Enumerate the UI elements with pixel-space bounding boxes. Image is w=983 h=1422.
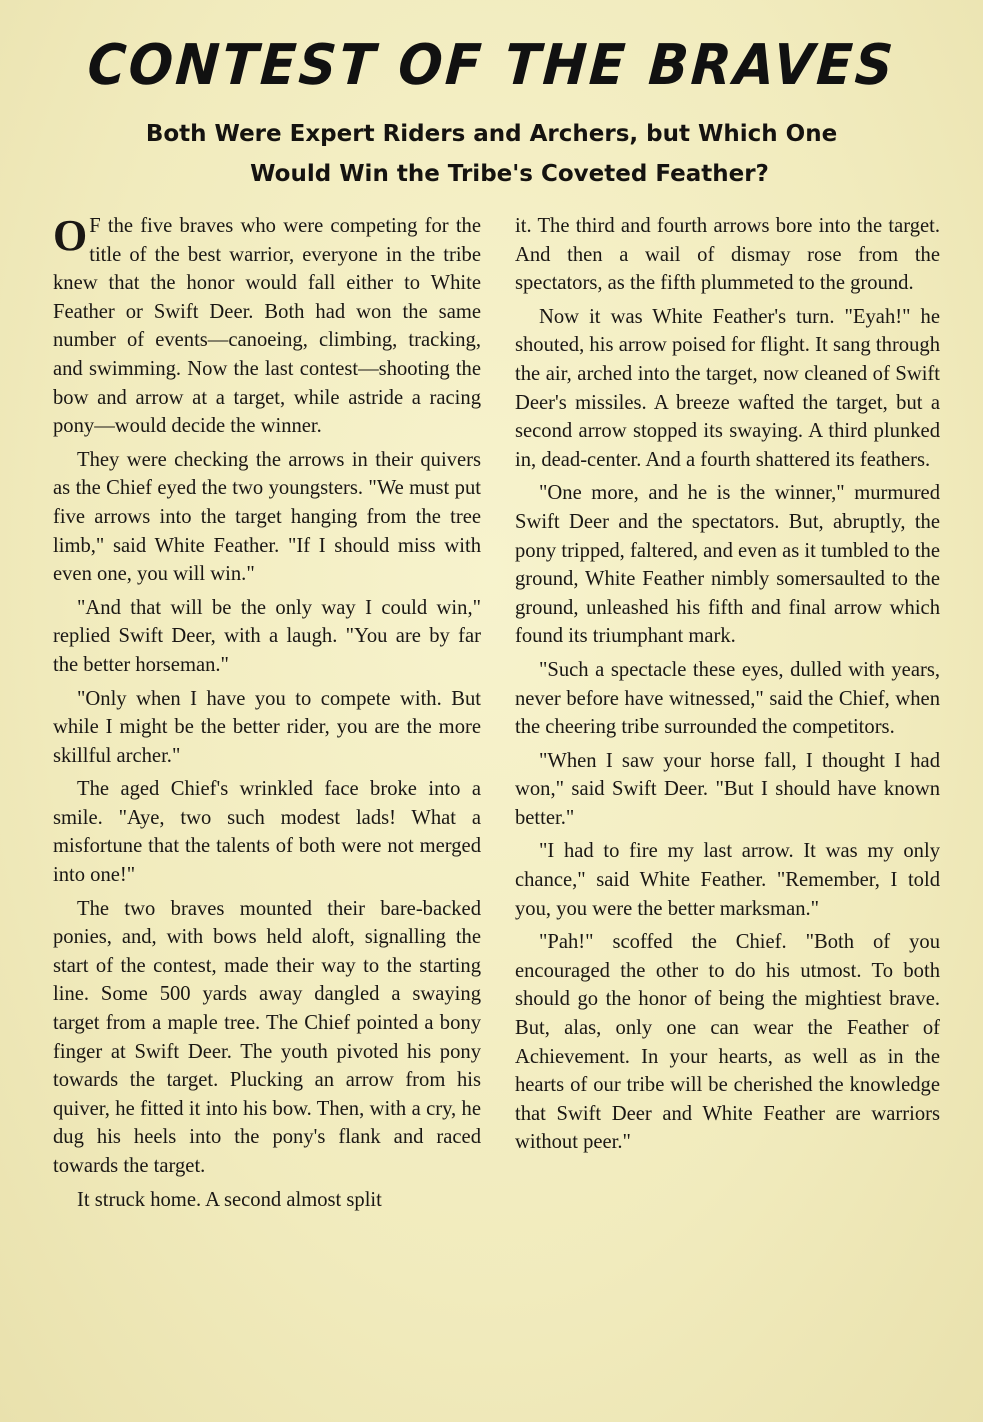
story-paragraph: "I had to fire my last arrow. It was my only chance," said White Feather. "Remember, I told you, you were the better marksman.": [515, 840, 940, 920]
story-paragraph: The two braves mounted their bare-backed ponies, and, with bows held aloft, signalling the start of the contest, made their way to the starting line. Some 500 yards away dangled a swaying target from a maple tree. The Chief pointed a bony finger at Swift Deer. The youth pivoted his pony towards the target. Plucking an arrow from his quiver, he fitted it into his bow. Then, with a cry, he dug his heels into the pony's flank and raced towards the target.: [53, 897, 481, 1177]
subtitle-line-1: Both Were Expert Riders and Archers, but Which One: [145, 121, 838, 147]
story-paragraph: "Pah!" scoffed the Chief. "Both of you encouraged the other to do his utmost. To both should go the honor of being the mightiest brave. But, alas, only one can wear the Feather of Achievement. In your hearts, as well as in the hearts of our tribe will be cherished the knowledge that Swift Deer and White Feather are warriors without peer.": [515, 931, 940, 1154]
story-paragraph: it. The third and fourth arrows bore into the target. And then a wail of dismay rose from the spectators, as the fifth plummeted to the ground.: [515, 215, 940, 295]
story-paragraph: Now it was White Feather's turn. "Eyah!" he shouted, his arrow poised for flight. It sang through the air, arched into the target, now cleaned of Swift Deer's missiles. A breeze wafted the target, but a second arrow stopped its swaying. A third plunked in, dead-center. And a fourth shattered its feathers.: [515, 305, 940, 471]
story-column-right: [515, 212, 940, 1162]
story-paragraph: "And that will be the only way I could win," replied Swift Deer, with a laugh. "You are by far the better horseman.": [53, 596, 481, 676]
story-column-left: [53, 212, 481, 1219]
story-paragraph: They were checking the arrows in their quivers as the Chief eyed the two youngsters. "We must put five arrows into the target hanging from the tree limb," said White Feather. "If I should miss with even one, you will win.": [53, 448, 481, 586]
paragraph-text: F the five braves who were competing for the title of the best warrior, everyone in the tribe knew that the honor would fall either to White Feather or Swift Deer. Both had won the same number of events—canoeing, climbing, tracking, and swimming. Now the last contest—shooting the bow and arrow at a target, while astride a racing pony—would decide the winner.: [53, 215, 481, 438]
page-title: CONTEST OF THE BRAVES: [85, 33, 898, 98]
story-paragraph: "Such a spectacle these eyes, dulled with years, never before have witnessed," said the Chief, when the cheering tribe surrounded the competitors.: [515, 658, 940, 739]
story-paragraph: The aged Chief's wrinkled face broke into a smile. "Aye, two such modest lads! What a misfortune that the talents of both were not merged into one!": [53, 778, 481, 887]
story-paragraph: "Only when I have you to compete with. But while I might be the better rider, you are the more skillful archer.": [53, 687, 481, 767]
story-paragraph: It struck home. A second almost split: [77, 1188, 382, 1211]
subtitle-line-2: Would Win the Tribe's Coveted Feather?: [250, 161, 769, 187]
drop-cap: O: [53, 211, 86, 260]
story-paragraph: "When I saw your horse fall, I thought I had won," said Swift Deer. "But I should have known better.": [515, 749, 940, 829]
story-paragraph: "One more, and he is the winner," murmured Swift Deer and the spectators. But, abruptly, the pony tripped, faltered, and even as it tumbled to the ground, White Feather nimbly somersaulted to the ground, unleashed his fifth and final arrow which found its triumphant mark.: [515, 482, 940, 648]
story-paragraph: [53, 212, 481, 441]
